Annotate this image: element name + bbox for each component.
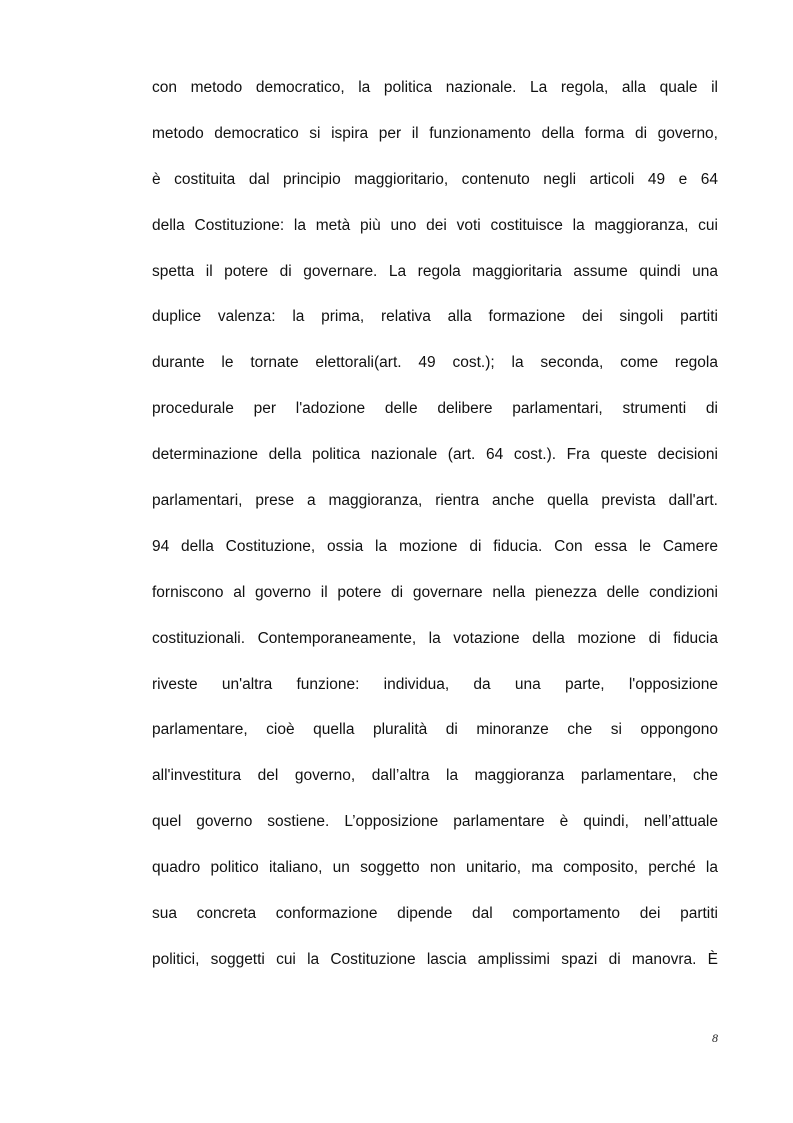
text-line-4: della Costituzione: la metà più uno dei voti costituisce la maggioranza, cui xyxy=(152,216,718,234)
body-paragraph xyxy=(152,72,718,990)
text-line-1: con metodo democratico, la politica nazionale. La regola, alla quale il xyxy=(152,79,718,96)
text-line-2: metodo democratico si ispira per il funzionamento della forma di governo, xyxy=(152,124,718,142)
text-line-8: procedurale per l'adozione delle delibere parlamentari, strumenti di xyxy=(152,400,718,418)
text-line-11: 94 della Costituzione, ossia la mozione di fiducia. Con essa le Camere xyxy=(152,537,718,555)
text-line-16: all'investitura del governo, dall’altra la maggioranza parlamentare, che xyxy=(152,767,718,785)
text-line-19: sua concreta conformazione dipende dal comportamento dei partiti xyxy=(152,905,718,923)
text-line-18: quadro politico italiano, un soggetto non unitario, ma composito, perché la xyxy=(152,859,718,877)
text-line-9: determinazione della politica nazionale (art. 64 cost.). Fra queste decisioni xyxy=(152,446,718,464)
text-line-10: parlamentari, prese a maggioranza, rientra anche quella prevista dall'art. xyxy=(152,492,718,510)
text-line-17: quel governo sostiene. L’opposizione parlamentare è quindi, nell’attuale xyxy=(152,813,718,831)
text-line-5: spetta il potere di governare. La regola maggioritaria assume quindi una xyxy=(152,262,718,280)
text-line-15: parlamentare, cioè quella pluralità di minoranze che si oppongono xyxy=(152,721,718,739)
page-number: 8 xyxy=(712,1031,718,1045)
text-line-12: forniscono al governo il potere di governare nella pienezza delle condizioni xyxy=(152,583,718,601)
text-line-14: riveste un'altra funzione: individua, da una parte, l'opposizione xyxy=(152,675,718,693)
text-line-13: costituzionali. Contemporaneamente, la votazione della mozione di fiducia xyxy=(152,629,718,647)
text-line-6: duplice valenza: la prima, relativa alla formazione dei singoli partiti xyxy=(152,308,718,326)
text-line-3: è costituita dal principio maggioritario, contenuto negli articoli 49 e 64 xyxy=(152,170,718,188)
text-line-7: durante le tornate elettorali(art. 49 cost.); la seconda, come regola xyxy=(152,354,718,372)
text-line-20: politici, soggetti cui la Costituzione lascia amplissimi spazi di manovra. È xyxy=(152,950,718,968)
